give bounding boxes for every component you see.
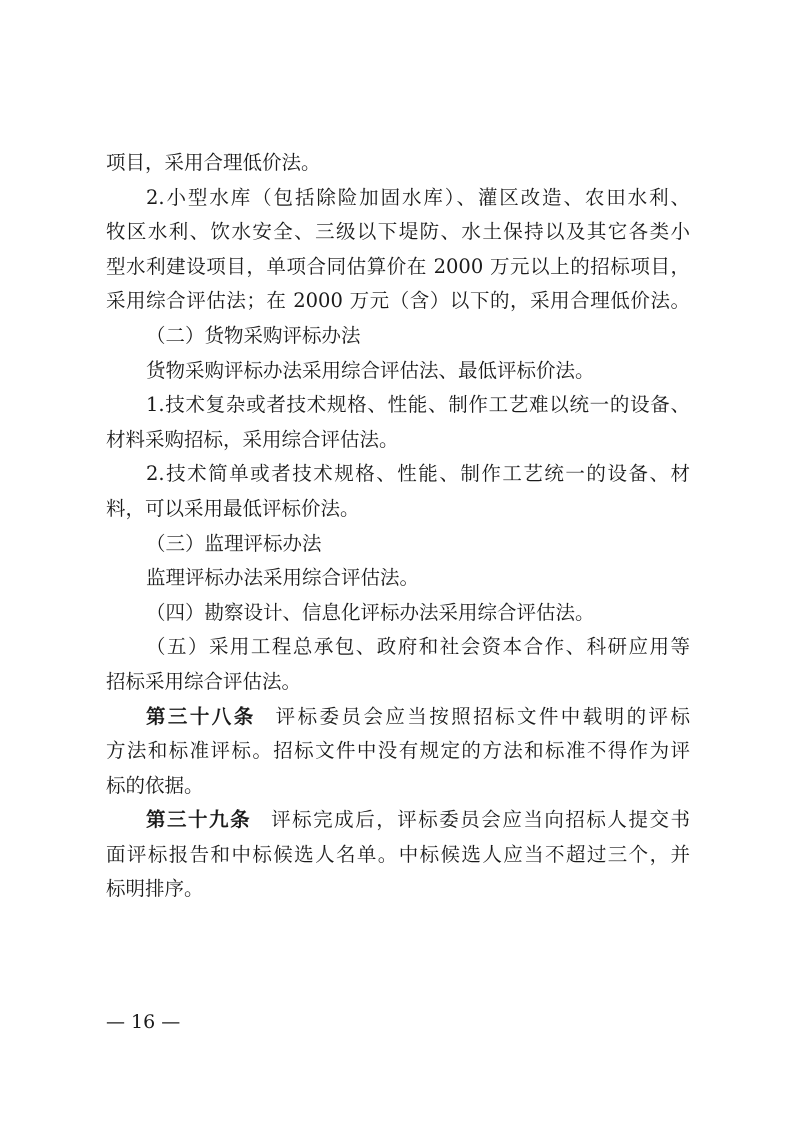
article-38-line-2: 方法和标准评标。招标文件中没有规定的方法和标准不得作为评 xyxy=(106,739,690,763)
paragraph-line: 牧区水利、饮水安全、三级以下堤防、水土保持以及其它各类小 xyxy=(106,220,690,244)
article-39-text: 评标完成后，评标委员会应当向招标人提交书 xyxy=(271,808,690,832)
document-body xyxy=(106,146,690,907)
article-39-line-2: 面评标报告和中标候选人名单。中标候选人应当不超过三个，并 xyxy=(106,842,690,866)
paragraph-line: 材料采购招标，采用综合评估法。 xyxy=(106,427,399,451)
paragraph-line: 招标采用综合评估法。 xyxy=(106,669,302,693)
section-heading: （四）勘察设计、信息化评标办法采用综合评估法。 xyxy=(146,600,595,624)
paragraph-line: 2.技术简单或者技术规格、性能、制作工艺统一的设备、材 xyxy=(146,462,690,486)
section-heading: （五）采用工程总承包、政府和社会资本合作、科研应用等 xyxy=(146,635,690,659)
article-38-heading: 第三十八条 xyxy=(146,704,256,728)
article-39-line-1 xyxy=(106,803,690,838)
paragraph-line: 型水利建设项目，单项合同估算价在 2000 万元以上的招标项目， xyxy=(106,254,690,278)
section-heading: （二）货物采购评标办法 xyxy=(146,323,361,347)
paragraph-line: 采用综合评估法；在 2000 万元（含）以下的，采用合理低价法。 xyxy=(106,289,690,313)
article-39-heading: 第三十九条 xyxy=(146,808,252,832)
section-heading: （三）监理评标办法 xyxy=(146,531,322,555)
article-38-line-3: 标的依据。 xyxy=(106,773,204,797)
article-38-text: 评标委员会应当按照招标文件中载明的评标 xyxy=(275,704,690,728)
paragraph-line: 监理评标办法采用综合评估法。 xyxy=(146,566,420,590)
paragraph-line: 2.小型水库（包括除险加固水库）、灌区改造、农田水利、 xyxy=(146,185,690,209)
paragraph-line: 料，可以采用最低评标价法。 xyxy=(106,496,360,520)
article-38-line-1 xyxy=(106,700,690,735)
paragraph-line: 货物采购评标办法采用综合评估法、最低评标价法。 xyxy=(146,358,595,382)
page-number: — 16 — xyxy=(106,1011,181,1033)
article-39-line-3: 标明排序。 xyxy=(106,877,204,901)
paragraph-line: 项目，采用合理低价法。 xyxy=(106,151,321,174)
paragraph-line: 1.技术复杂或者技术规格、性能、制作工艺难以统一的设备、 xyxy=(146,393,690,417)
